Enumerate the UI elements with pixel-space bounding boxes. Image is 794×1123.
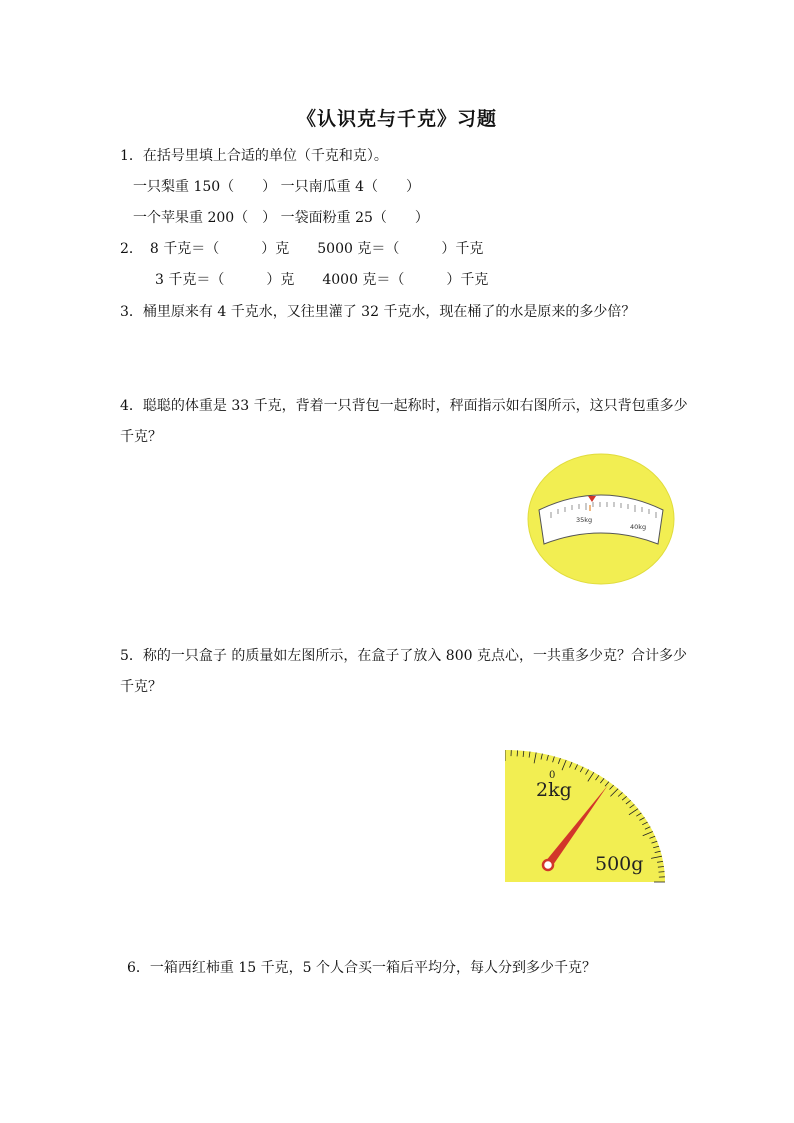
q5-line1: 5．称的一只盒子 的质量如左图所示，在盒子了放入 800 克点心，一共重多少克？合计多少 [120, 648, 687, 664]
dial-tick [517, 750, 518, 756]
q1-row2: 一个苹果重 200（ ） 一袋面粉重 25（ ） [133, 210, 429, 226]
dial-zero-label: 0 [549, 770, 556, 781]
dial-bottom-label: 500g [595, 853, 644, 875]
q3-stem: 3．桶里原来有 4 千克水，又往里灌了 32 千克水，现在桶了的水是原来的多少倍？ [120, 304, 636, 320]
q1-stem: 1．在括号里填上合适的单位（千克和克）。 [120, 148, 388, 164]
page-title: 《认识克与千克》习题 [296, 108, 497, 130]
q4-line1: 4．聪聪的体重是 33 千克，背着一只背包一起称时，秤面指示如右图所示，这只背包重多少 [120, 398, 688, 414]
dial-scale-figure [505, 750, 670, 885]
q5-line2: 千克？ [120, 679, 162, 695]
dial-top-label: 2kg [536, 779, 572, 801]
scale-label-35kg: 35kg [576, 516, 593, 524]
q4-line2: 千克？ [120, 429, 162, 445]
dial-tick [659, 872, 665, 873]
dial-needle-pivot [543, 860, 553, 870]
bathroom-scale-figure [526, 452, 676, 587]
q2-row2: 3 千克＝（ ）克 4000 克＝（ ）千克 [155, 272, 489, 288]
q1-row1: 一只梨重 150（ ） 一只南瓜重 4（ ） [133, 179, 420, 195]
q6-stem: 6．一箱西红柿重 15 千克，5 个人合买一箱后平均分，每人分到多少千克？ [127, 960, 596, 976]
scale-label-40kg: 40kg [630, 523, 647, 531]
q2-row1: 2． 8 千克＝（ ）克 5000 克＝（ ）千克 [120, 241, 484, 257]
